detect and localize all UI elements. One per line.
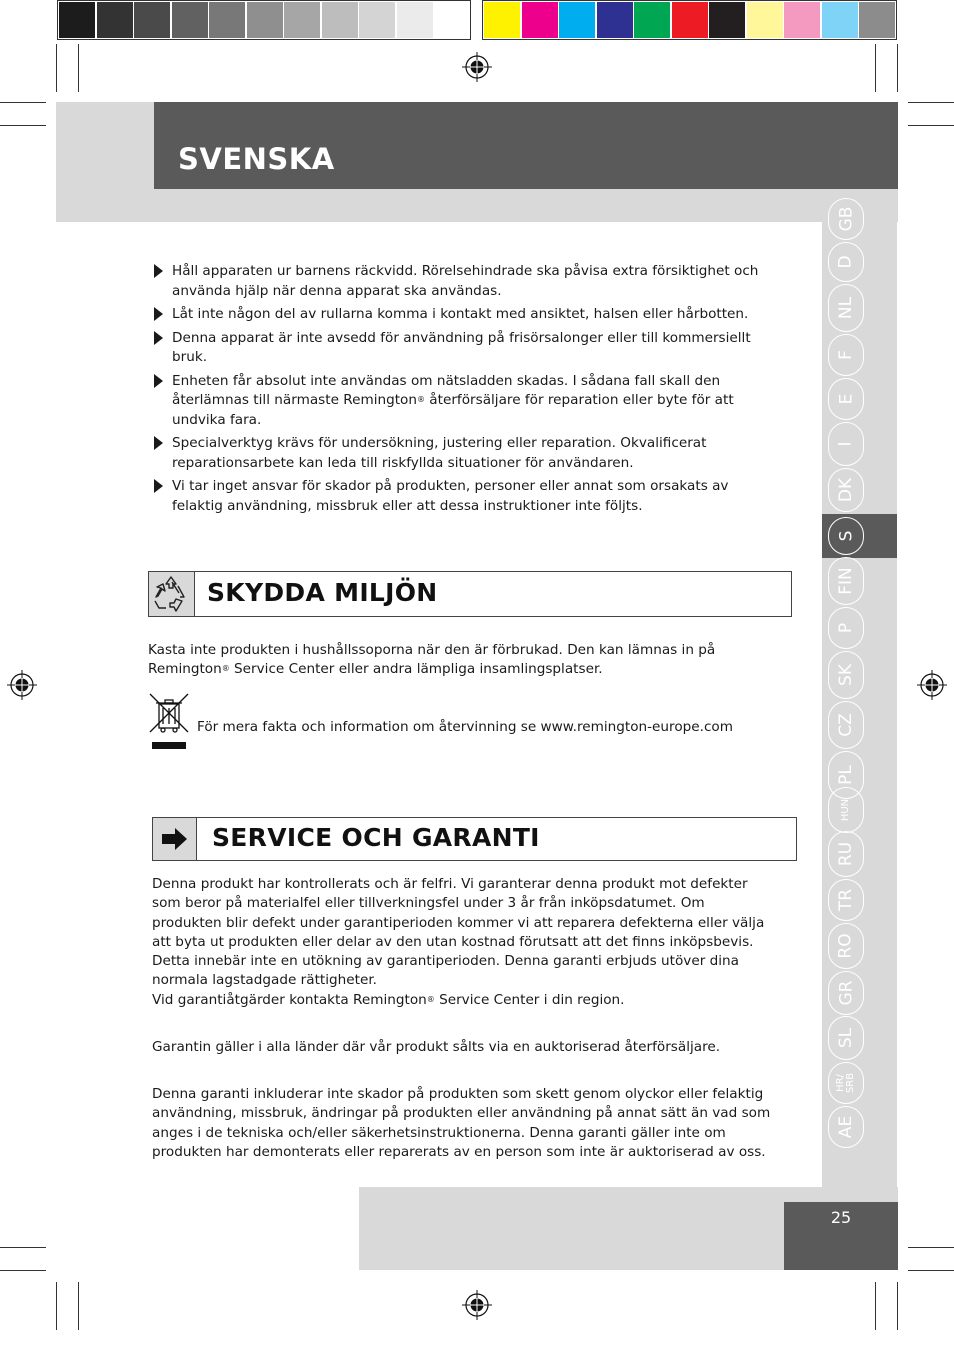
list-item (153, 372, 773, 431)
recycle-icon (149, 572, 193, 616)
disposal-text: Kasta inte produkten i hushållssoporna när den är förbrukad. Den kan lämnas in på Remington® Service Center eller andra lämpliga insamlingsplatser. (148, 642, 716, 678)
crop-mark (875, 1282, 876, 1330)
language-tab-label: SK (835, 664, 856, 686)
list-item: Specialverktyg krävs för undersökning, justering eller reparation. Okvalificerat reparationsarbete kan leda till riskfyllda situationer för användaren. (153, 434, 773, 473)
bullet-text-remington: Enheten får absolut inte användas om nätsladden skadas. I sådana fall skall den återlämnas till närmaste Remington® återförsäljare för reparation eller byte för att undvika fara. (172, 372, 734, 428)
language-tab-label: FIN (835, 567, 856, 595)
warranty-countries: Garantin gäller i alla länder där vår produkt sålts via en auktoriserad återförsäljare. (152, 1039, 721, 1055)
color-swatch (397, 2, 433, 38)
language-tab-label: TR (835, 888, 856, 912)
language-tab-i[interactable] (828, 422, 864, 466)
language-tab-ro[interactable] (828, 923, 864, 969)
crop-mark (0, 102, 46, 103)
language-tab-cz[interactable] (828, 701, 864, 749)
crop-mark (0, 1270, 46, 1271)
gray-calibration-bar (59, 2, 472, 38)
environment-section-header (148, 571, 792, 617)
bullet-triangle-icon (154, 307, 163, 321)
registration-mark-icon (462, 52, 492, 82)
language-tab-dk[interactable] (828, 468, 864, 512)
color-swatch (97, 2, 133, 38)
language-tab-label: GR (836, 980, 856, 1006)
language-tab-label: AE (836, 1115, 856, 1139)
color-swatch (134, 2, 170, 38)
arrow-icon-box (153, 818, 197, 860)
language-tab-label: E (836, 393, 856, 405)
color-swatch (634, 2, 670, 38)
color-swatch (209, 2, 245, 38)
crop-mark (0, 125, 46, 126)
color-swatch (709, 2, 745, 38)
color-swatch (597, 2, 633, 38)
language-tab-sl[interactable] (828, 1016, 864, 1060)
language-tab-label: HUN (839, 798, 851, 822)
color-swatch (747, 2, 783, 38)
language-tab-f[interactable] (828, 334, 864, 376)
registration-mark-icon (7, 670, 37, 700)
service-section-header (152, 817, 797, 861)
recycle-icon-box (149, 572, 195, 616)
section-title: SKYDDA MILJÖN (207, 578, 438, 607)
color-swatch (172, 2, 208, 38)
registration-mark-icon (917, 670, 947, 700)
language-tab-label: P (835, 622, 856, 634)
language-tab-label: NL (835, 296, 856, 320)
crop-mark (78, 44, 79, 92)
language-tab-ae[interactable] (828, 1106, 864, 1148)
list-item: Denna apparat är inte avsedd för användning på frisörsalonger eller till kommersiellt bruk. (153, 329, 773, 368)
language-tab-label: DK (836, 477, 856, 503)
language-tab-hun[interactable] (828, 787, 864, 833)
registration-mark-icon (462, 1290, 492, 1320)
color-swatch (484, 2, 520, 38)
bullet-triangle-icon (154, 331, 163, 345)
language-tab-label: GB (836, 206, 856, 232)
language-tab-label: S (835, 530, 856, 542)
section-title: SERVICE OCH GARANTI (212, 823, 540, 852)
color-swatch (59, 2, 95, 38)
language-tab-sk[interactable] (828, 651, 864, 699)
crop-mark (78, 1282, 79, 1330)
language-tab-gr[interactable] (828, 971, 864, 1015)
list-item: Håll apparaten ur barnens räckvidd. Rörelsehindrade ska påvisa extra försiktighet och använda hjälp när denna apparat ska användas. (153, 262, 773, 301)
language-tab-s[interactable] (828, 517, 864, 555)
bullet-triangle-icon (154, 374, 163, 388)
language-tab-p[interactable] (828, 607, 864, 649)
warranty-paragraph: Denna produkt har kontrollerats och är felfri. Vi garanterar denna produkt mot defekter som beror på materialfel eller tillverkningsfel under 3 år från inköpsdatumet. Om produkten blir defekt under garantiperioden kommer vi att reparera defekterna eller välja att byta ut produkten eller delar av den utan kostnad förutsatt att det finns inköpsbevis. Detta innebär inte en utökning av garantiperioden. Denna garanti erbjuds utöver dina normala lagstadgade rättigheter. Vid garantiåtgärder kontakta Remington® Service Center i din region. (152, 876, 765, 1008)
language-tab-label: PL (835, 765, 856, 785)
color-swatch (247, 2, 283, 38)
language-tab-nl[interactable] (828, 284, 864, 332)
crop-mark (875, 44, 876, 92)
language-tab-hrsrb[interactable] (828, 1062, 864, 1104)
page-number: 25 (830, 1208, 852, 1227)
language-tab-e[interactable] (828, 378, 864, 420)
language-tab-gb[interactable] (828, 198, 864, 240)
bullet-triangle-icon (154, 479, 163, 493)
color-swatch (822, 2, 858, 38)
language-tab-label: F (836, 350, 856, 360)
bullet-triangle-icon (154, 264, 163, 278)
crop-mark (908, 125, 954, 126)
list-item: Låt inte någon del av rullarna komma i kontakt med ansiktet, halsen eller hårbotten. (153, 305, 773, 325)
crop-mark (897, 1282, 898, 1330)
color-swatch (284, 2, 320, 38)
page-title: SVENSKA (178, 142, 335, 176)
warranty-exclusions: Denna garanti inkluderar inte skador på produkten som skett genom olyckor eller felaktig användning, missbruk, ändringar på produkten eller användning på annat sätt än vad som anges i de tekniska och/eller säkerhetsinstruktionerna. Denna garanti gäller inte om produkten har demonterats eller reparerats av en person som inte är auktoriserad av oss. (152, 1086, 771, 1160)
language-tab-label: SL (835, 1027, 856, 1049)
language-tab-label: I (835, 441, 856, 447)
language-tab-label: RO (835, 933, 856, 959)
language-tab-label: CZ (836, 713, 856, 737)
crossed-out-bin-icon (148, 692, 190, 752)
crop-mark (0, 1247, 46, 1248)
color-swatch (559, 2, 595, 38)
color-swatch (784, 2, 820, 38)
language-tab-ru[interactable] (828, 831, 864, 877)
language-tab-d[interactable] (828, 242, 864, 282)
safety-instructions-list (153, 262, 773, 520)
arrow-right-icon (153, 818, 195, 860)
recycling-info: För mera fakta och information om återvinning se www.remington-europe.com (197, 719, 733, 735)
color-calibration-bar (484, 2, 897, 38)
bullet-triangle-icon (154, 436, 163, 450)
crop-mark (908, 102, 954, 103)
color-swatch (322, 2, 358, 38)
language-tab-fin[interactable] (828, 557, 864, 605)
crop-mark (56, 44, 57, 92)
language-tab-label: D (836, 255, 856, 269)
color-swatch (859, 2, 895, 38)
crop-mark (908, 1270, 954, 1271)
color-swatch (522, 2, 558, 38)
color-swatch (672, 2, 708, 38)
language-tab-label: RU (835, 841, 856, 867)
crop-mark (897, 44, 898, 92)
color-swatch (434, 2, 470, 38)
crop-mark (908, 1247, 954, 1248)
language-tab-label: HR/ SRB (835, 1072, 856, 1094)
crop-mark (56, 1282, 57, 1330)
color-swatch (359, 2, 395, 38)
language-tab-tr[interactable] (828, 879, 864, 921)
list-item: Vi tar inget ansvar för skador på produkten, personer eller annat som orsakats av felaktig användning, missbruk eller att dessa instruktioner inte följts. (153, 477, 773, 516)
